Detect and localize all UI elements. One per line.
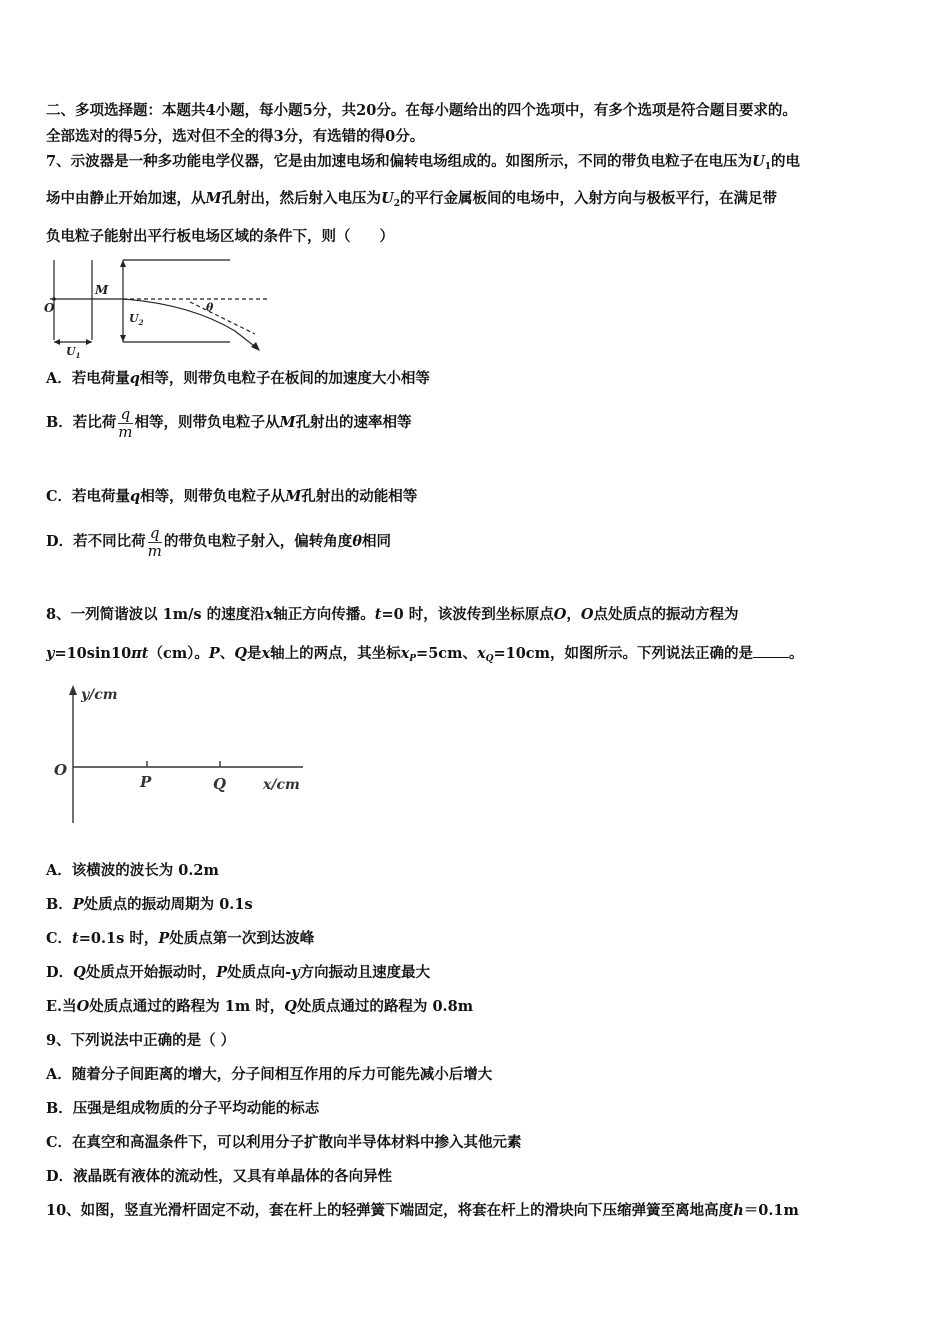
x-axis-label: x/cm [263, 777, 300, 793]
oscilloscope-diagram [40, 254, 275, 364]
fraction-q-over-m: $\frac{q}{m}$ [147, 523, 162, 560]
answer-blank[interactable] [753, 643, 789, 658]
label-U2: $U_2$ [129, 312, 144, 327]
q8-stem-line2: y=10sin10πt（cm）。P、Q是x轴上的两点，其坐标$x_P=5cm$、$x_Q=10cm$，如图所示。下列说法正确的是 。 [46, 645, 804, 664]
label-U1: $U_1$ [66, 345, 81, 360]
q9-option-a[interactable]: A．随着分子间距离的增大，分子间相互作用的斥力可能先减小后增大 [46, 1066, 493, 1083]
label-O: O [44, 301, 55, 315]
q8-option-d[interactable]: D．Q处质点开始振动时，P处质点向-y方向振动且速度最大 [46, 964, 431, 981]
q7-stem-line2: 场中由静止开始加速，从M孔射出，然后射入电压为$U_2$的平行金属板间的电场中，入射方向与极板平行，在满足带 [46, 190, 777, 209]
q7-option-d[interactable]: D．若不同比荷 $\frac{q}{m}$ 的带负电粒子射入，偏转角度θ相同 [46, 523, 391, 560]
q7-stem-line3: 负电粒子能射出平行板电场区域的条件下，则（ ） [46, 228, 394, 245]
q7-option-a[interactable]: A．若电荷量q相等，则带负电粒子在板间的加速度大小相等 [46, 370, 430, 387]
q8-option-a[interactable]: A．该横波的波长为 0.2m [46, 862, 219, 879]
section-header-line2: 全部选对的得5分，选对但不全的得3分，有选错的得0分。 [46, 128, 425, 145]
point-p-label: P [140, 773, 152, 791]
point-q-label: Q [213, 775, 227, 793]
q8-stem-line1: 8、一列简谐波以 1m/s 的速度沿x轴正方向传播。t=0 时，该波传到坐标原点O，O点处质点的振动方程为 [46, 606, 739, 623]
section-header-line1: 二、多项选择题：本题共4小题，每小题5分，共20分。在每小题给出的四个选项中，有多个选项是符合题目要求的。 [46, 102, 797, 119]
q9-option-b[interactable]: B．压强是组成物质的分子平均动能的标志 [46, 1100, 320, 1117]
q8-option-e[interactable]: E.当O处质点通过的路程为 1m 时，Q处质点通过的路程为 0.8m [46, 998, 474, 1015]
q7-option-b[interactable]: B．若比荷 $\frac{q}{m}$ 相等，则带负电粒子从M孔射出的速率相等 [46, 404, 412, 441]
origin-label: O [54, 761, 68, 779]
wave-axes-diagram [48, 683, 318, 828]
q7-option-c[interactable]: C．若电荷量q相等，则带负电粒子从M孔射出的动能相等 [46, 488, 418, 505]
q10-stem: 10、如图，竖直光滑杆固定不动，套在杆上的轻弹簧下端固定，将套在杆上的滑块向下压缩弹簧至离地高度h＝0.1m [46, 1202, 799, 1219]
q9-option-d[interactable]: D．液晶既有液体的流动性，又具有单晶体的各向异性 [46, 1168, 393, 1185]
q8-option-b[interactable]: B．P处质点的振动周期为 0.1s [46, 896, 253, 913]
q7-stem-line1: 7、示波器是一种多功能电学仪器，它是由加速电场和偏转电场组成的。如图所示，不同的带负电粒子在电压为$U_1$的电 [46, 153, 801, 172]
fraction-q-over-m: $\frac{q}{m}$ [118, 404, 133, 441]
y-axis-label: y/cm [81, 687, 118, 703]
label-theta: θ [206, 301, 214, 314]
q9-option-c[interactable]: C．在真空和高温条件下，可以利用分子扩散向半导体材料中掺入其他元素 [46, 1134, 522, 1151]
q9-stem: 9、下列说法中正确的是（ ） [46, 1032, 236, 1049]
label-M: M [95, 283, 109, 297]
q8-option-c[interactable]: C．t=0.1s 时，P处质点第一次到达波峰 [46, 930, 315, 947]
